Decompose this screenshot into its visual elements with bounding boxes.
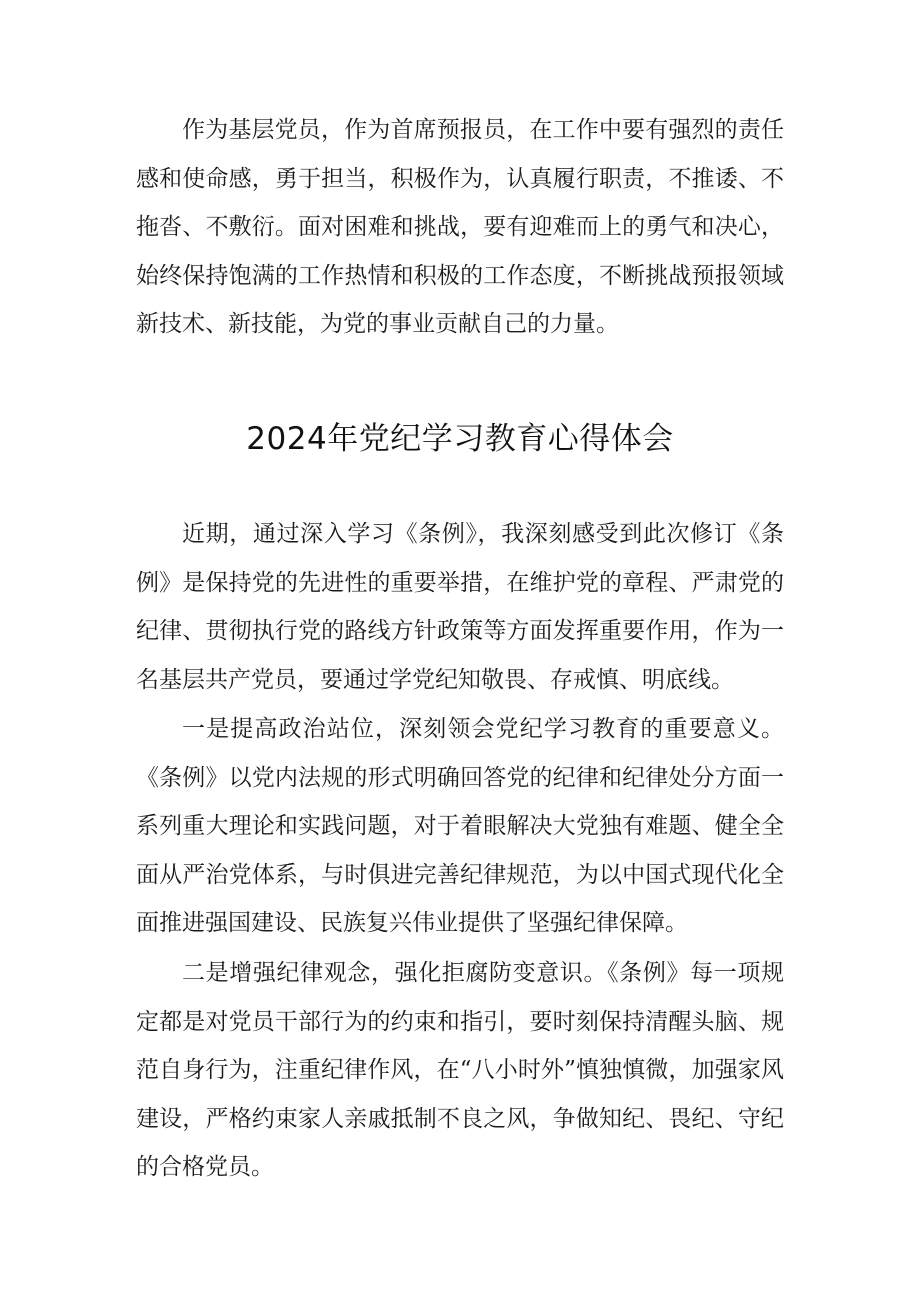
document-title: 2024年党纪学习教育心得体会: [246, 421, 674, 457]
body-paragraph-2: 一是提高政治站位，深刻领会党纪学习教育的重要意义。《条例》以党内法规的形式明确回答党的纪律和纪律处分方面一系列重大理论和实践问题，对于着眼解决大党独有难题、健全全面从严治党体系，与时俱进完善纪律规范，为以中国式现代化全面推进强国建设、民族复兴伟业提供了坚强纪律保障。: [136, 716, 784, 936]
intro-paragraph: 作为基层党员，作为首席预报员，在工作中要有强烈的责任感和使命感，勇于担当，积极作为，认真履行职责，不推诿、不拖沓、不敷衍。面对困难和挑战，要有迎难而上的勇气和决心，始终保持饱满的工作热情和积极的工作态度，不断挑战预报领域新技术、新技能，为党的事业贡献自己的力量。: [136, 117, 784, 337]
body-paragraph-3: 二是增强纪律观念，强化拒腐防变意识。《条例》每一项规定都是对党员干部行为的约束和指引，要时刻保持清醒头脑、规范自身行为，注重纪律作风，在“八小时外”慎独慎微，加强家风建设，严格约束家人亲戚抵制不良之风，争做知纪、畏纪、守纪的合格党员。: [136, 960, 784, 1180]
body-paragraph-1: 近期，通过深入学习《条例》，我深刻感受到此次修订《条例》是保持党的先进性的重要举措，在维护党的章程、严肃党的纪律、贯彻执行党的路线方针政策等方面发挥重要作用，作为一名基层共产党员，要通过学党纪知敬畏、存戒慎、明底线。: [136, 521, 784, 693]
